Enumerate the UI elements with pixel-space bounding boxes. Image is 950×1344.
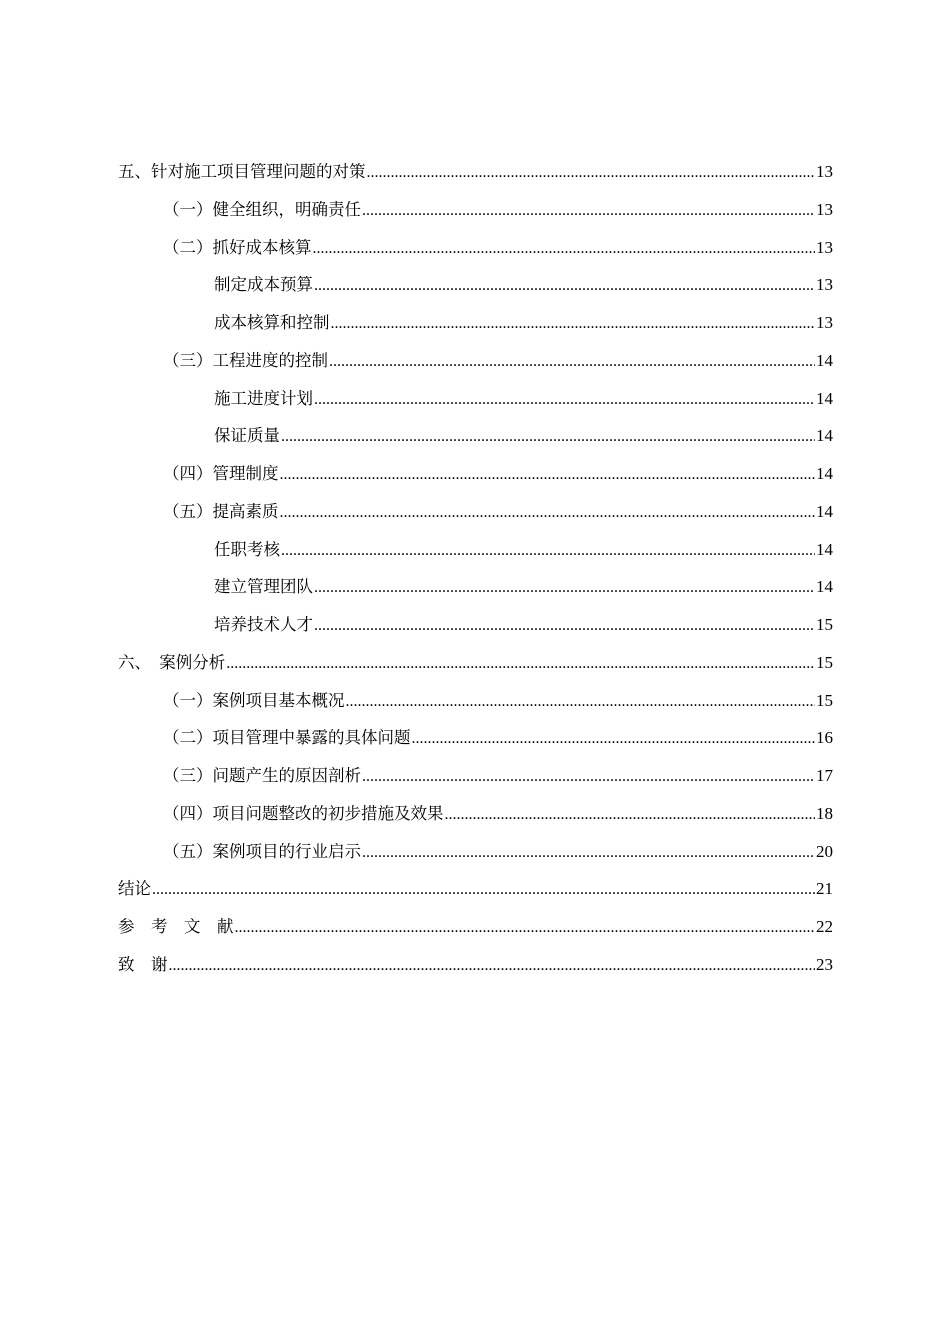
dot-leader [226, 645, 815, 683]
dot-leader [314, 607, 815, 645]
dot-leader [313, 230, 816, 268]
toc-entry-page: 13 [816, 162, 833, 181]
toc-entry[interactable] [118, 719, 833, 757]
dot-leader [445, 796, 816, 834]
toc-entry-title: 施工进度计划 [214, 388, 313, 408]
toc-entry[interactable] [118, 455, 833, 493]
toc-entry-page: 14 [816, 577, 833, 597]
dot-leader [367, 154, 816, 192]
toc-entry[interactable] [118, 682, 833, 720]
dot-leader [362, 758, 815, 796]
toc-entry-page: 21 [816, 879, 833, 899]
toc-entry[interactable] [118, 568, 833, 606]
toc-entry[interactable] [118, 531, 833, 569]
toc-entry[interactable] [118, 266, 833, 304]
toc-entry-title: （一）健全组织，明确责任 [163, 199, 361, 219]
dot-leader [412, 720, 816, 758]
dot-leader [314, 267, 815, 305]
toc-entry-page: 22 [816, 917, 833, 936]
toc-entry-title: 培养技术人才 [214, 615, 313, 634]
toc-entry-page: 23 [816, 954, 833, 974]
dot-leader [329, 343, 815, 381]
toc-entry[interactable] [118, 342, 833, 380]
toc-entry-page: 14 [816, 426, 833, 446]
toc-entry-page: 13 [816, 199, 833, 219]
toc-entry[interactable] [118, 833, 833, 871]
toc-entry-page: 15 [816, 690, 833, 710]
toc-entry[interactable] [118, 493, 833, 531]
toc-entry[interactable] [118, 229, 833, 267]
toc-entry-title: （三）问题产生的原因剖析 [163, 766, 361, 785]
toc-entry-title: （五）案例项目的行业启示 [163, 841, 361, 861]
toc-entry-page: 14 [816, 539, 833, 559]
dot-leader [281, 418, 815, 456]
toc-entry-page: 14 [816, 464, 833, 483]
toc-entry-page: 17 [816, 766, 833, 785]
toc-entry[interactable] [118, 606, 833, 644]
toc-entry-page: 13 [816, 313, 833, 332]
dot-leader [346, 683, 816, 721]
toc-entry[interactable] [118, 191, 833, 229]
toc-entry[interactable] [118, 417, 833, 455]
toc-entry[interactable] [118, 153, 833, 191]
toc-entry-page: 14 [816, 350, 833, 370]
dot-leader [280, 494, 816, 532]
toc-entry-title: 成本核算和控制 [214, 313, 330, 332]
toc-entry-title: （四）管理制度 [163, 464, 279, 483]
toc-entry[interactable] [118, 380, 833, 418]
toc-entry[interactable] [118, 757, 833, 795]
toc-entry-title: （五）提高素质 [163, 501, 279, 521]
toc-entry-page: 15 [816, 652, 833, 672]
toc-entry-title: （二）抓好成本核算 [163, 237, 312, 257]
toc-entry-page: 18 [816, 803, 833, 823]
toc-entry-page: 14 [816, 388, 833, 408]
toc-entry-title: 参 考 文 献 [118, 917, 234, 936]
dot-leader [281, 532, 815, 570]
toc-entry-page: 13 [816, 237, 833, 257]
toc-entry[interactable] [118, 795, 833, 833]
toc-entry-title: 六、 案例分析 [118, 652, 226, 672]
toc-entry-title: 建立管理团队 [214, 577, 313, 597]
dot-leader [362, 834, 815, 872]
dot-leader [169, 947, 816, 985]
toc-entry-page: 14 [816, 501, 833, 521]
toc-entry-title: 五、针对施工项目管理问题的对策 [118, 162, 366, 181]
toc-entry[interactable] [118, 304, 833, 342]
toc-entry-page: 13 [816, 275, 833, 295]
dot-leader [362, 192, 815, 230]
toc-entry[interactable] [118, 908, 833, 946]
toc-entry-title: 结论 [118, 879, 151, 899]
toc-entry-title: （二）项目管理中暴露的具体问题 [163, 728, 411, 748]
toc-entry-title: 保证质量 [214, 426, 280, 446]
toc-entry-page: 20 [816, 841, 833, 861]
dot-leader [235, 909, 816, 947]
toc-entry[interactable] [118, 870, 833, 908]
toc-entry-title: 致 谢 [118, 954, 168, 974]
toc-entry[interactable] [118, 644, 833, 682]
toc-entry-page: 16 [816, 728, 833, 748]
toc-entry-title: （三）工程进度的控制 [163, 350, 328, 370]
table-of-contents [118, 153, 833, 984]
dot-leader [280, 456, 816, 494]
toc-entry[interactable] [118, 946, 833, 984]
toc-entry-page: 15 [816, 615, 833, 634]
dot-leader [152, 871, 815, 909]
dot-leader [314, 381, 815, 419]
toc-entry-title: 任职考核 [214, 539, 280, 559]
toc-entry-title: （四）项目问题整改的初步措施及效果 [163, 803, 444, 823]
toc-entry-title: 制定成本预算 [214, 275, 313, 295]
dot-leader [314, 569, 815, 607]
dot-leader [331, 305, 816, 343]
toc-entry-title: （一）案例项目基本概况 [163, 690, 345, 710]
